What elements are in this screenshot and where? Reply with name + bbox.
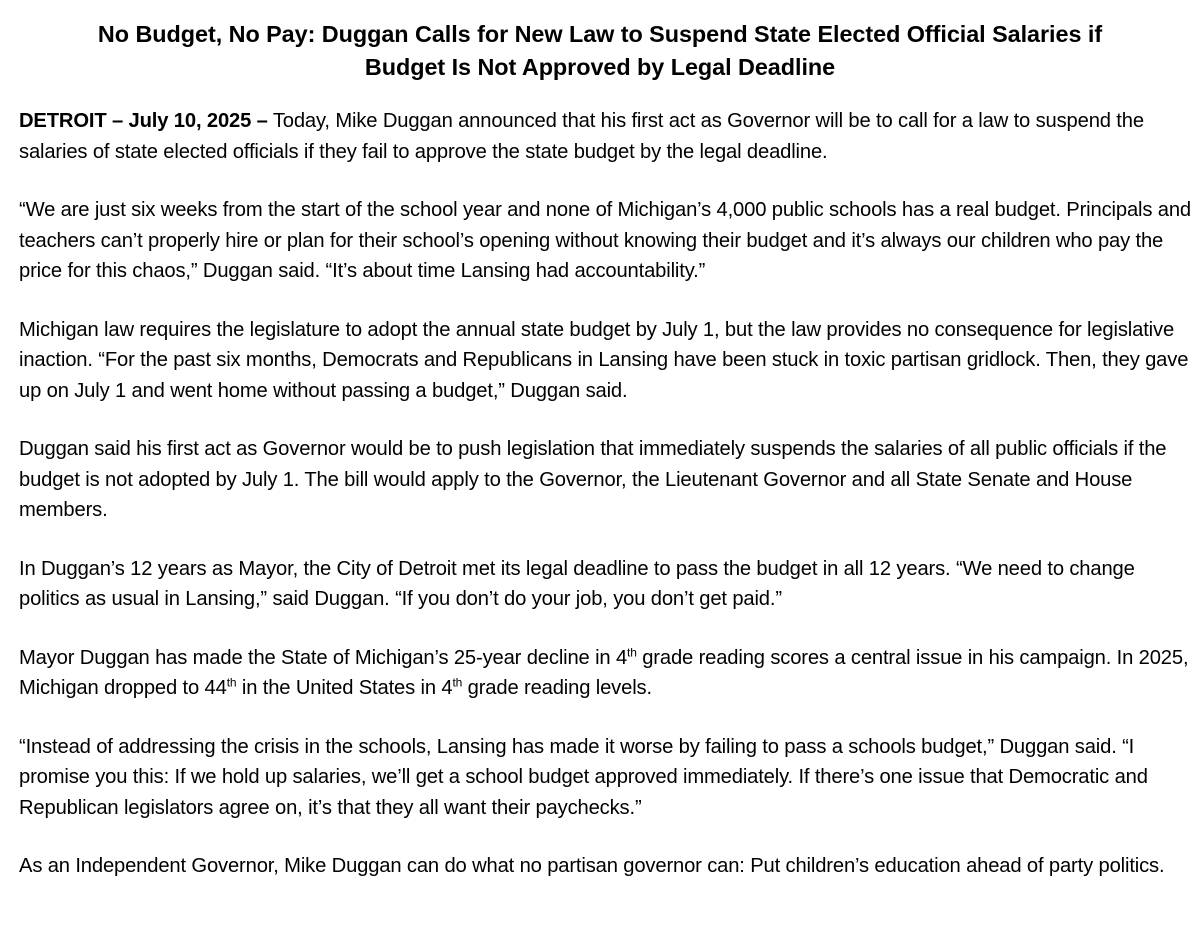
dateline: DETROIT – July 10, 2025 – <box>19 110 268 132</box>
paragraph-first-act: Duggan said his first act as Governor would be to push legislation that immediately suspends the salaries of all public officials if the budget is not adopted by July 1. The bill would apply to the Governor, the Lieutenant Governor and all State Senate and House members. <box>19 438 1167 521</box>
ordinal-suffix: th <box>226 675 237 690</box>
ordinal-suffix: th <box>627 644 637 659</box>
paragraph-independent: As an Independent Governor, Mike Duggan can do what no partisan governor can: Put children’s education ahead of party politics. <box>19 855 1165 877</box>
headline-line-2: Budget Is Not Approved by Legal Deadline <box>364 54 836 80</box>
headline <box>0 18 1200 84</box>
paragraph-quote-crisis: “Instead of addressing the crisis in the schools, Lansing has made it worse by failing to pass a schools budget,” Duggan said. “I promise you this: If we hold up salaries, we’ll get a school budget approved immediately. If there’s one issue that Democratic and Republican legislators agree on, it’s that they all want their paychecks.” <box>19 735 1148 819</box>
headline-line-1: No Budget, No Pay: Duggan Calls for New Law to Suspend State Elected Official Salaries if <box>97 21 1103 47</box>
ordinal-suffix: th <box>452 675 463 690</box>
lead-text: Today, Mike Duggan announced that his first act as Governor will be to call for a law to suspend the salaries of state elected officials if they fail to approve the state budget by the legal deadline. <box>19 110 1144 163</box>
reading-text-b: grade reading scores a central issue in his campaign. In 2025, Michigan dropped to 44 <box>19 646 1189 699</box>
paragraph-mayor-record: In Duggan’s 12 years as Mayor, the City of Detroit met its legal deadline to pass the budget in all 12 years. “We need to change politics as usual in Lansing,” said Duggan. “If you don’t do your job, you don’t get paid.” <box>19 557 1135 610</box>
paragraph-quote-schools: “We are just six weeks from the start of the school year and none of Michigan’s 4,000 public schools has a real budget. Principals and teachers can’t properly hire or plan for their school’s opening without knowing their budget and it’s always our children who pay the price for this chaos,” Duggan said. “It’s about time Lansing had accountability.” <box>19 199 1191 282</box>
reading-text-a: Mayor Duggan has made the State of Michigan’s 25-year decline in 4 <box>19 646 628 669</box>
paragraph-reading-scores <box>19 643 1199 704</box>
reading-text-c: in the United States in 4 <box>236 677 453 699</box>
paragraph-michigan-law: Michigan law requires the legislature to adopt the annual state budget by July 1, but the law provides no consequence for legislative inaction. “For the past six months, Democrats and Republicans in Lansing have been stuck in toxic partisan gridlock. Then, they gave up on July 1 and went home without passing a budget,” Duggan said. <box>19 318 1189 402</box>
reading-text-d: grade reading levels. <box>462 677 652 699</box>
paragraph-lead <box>19 106 1199 167</box>
